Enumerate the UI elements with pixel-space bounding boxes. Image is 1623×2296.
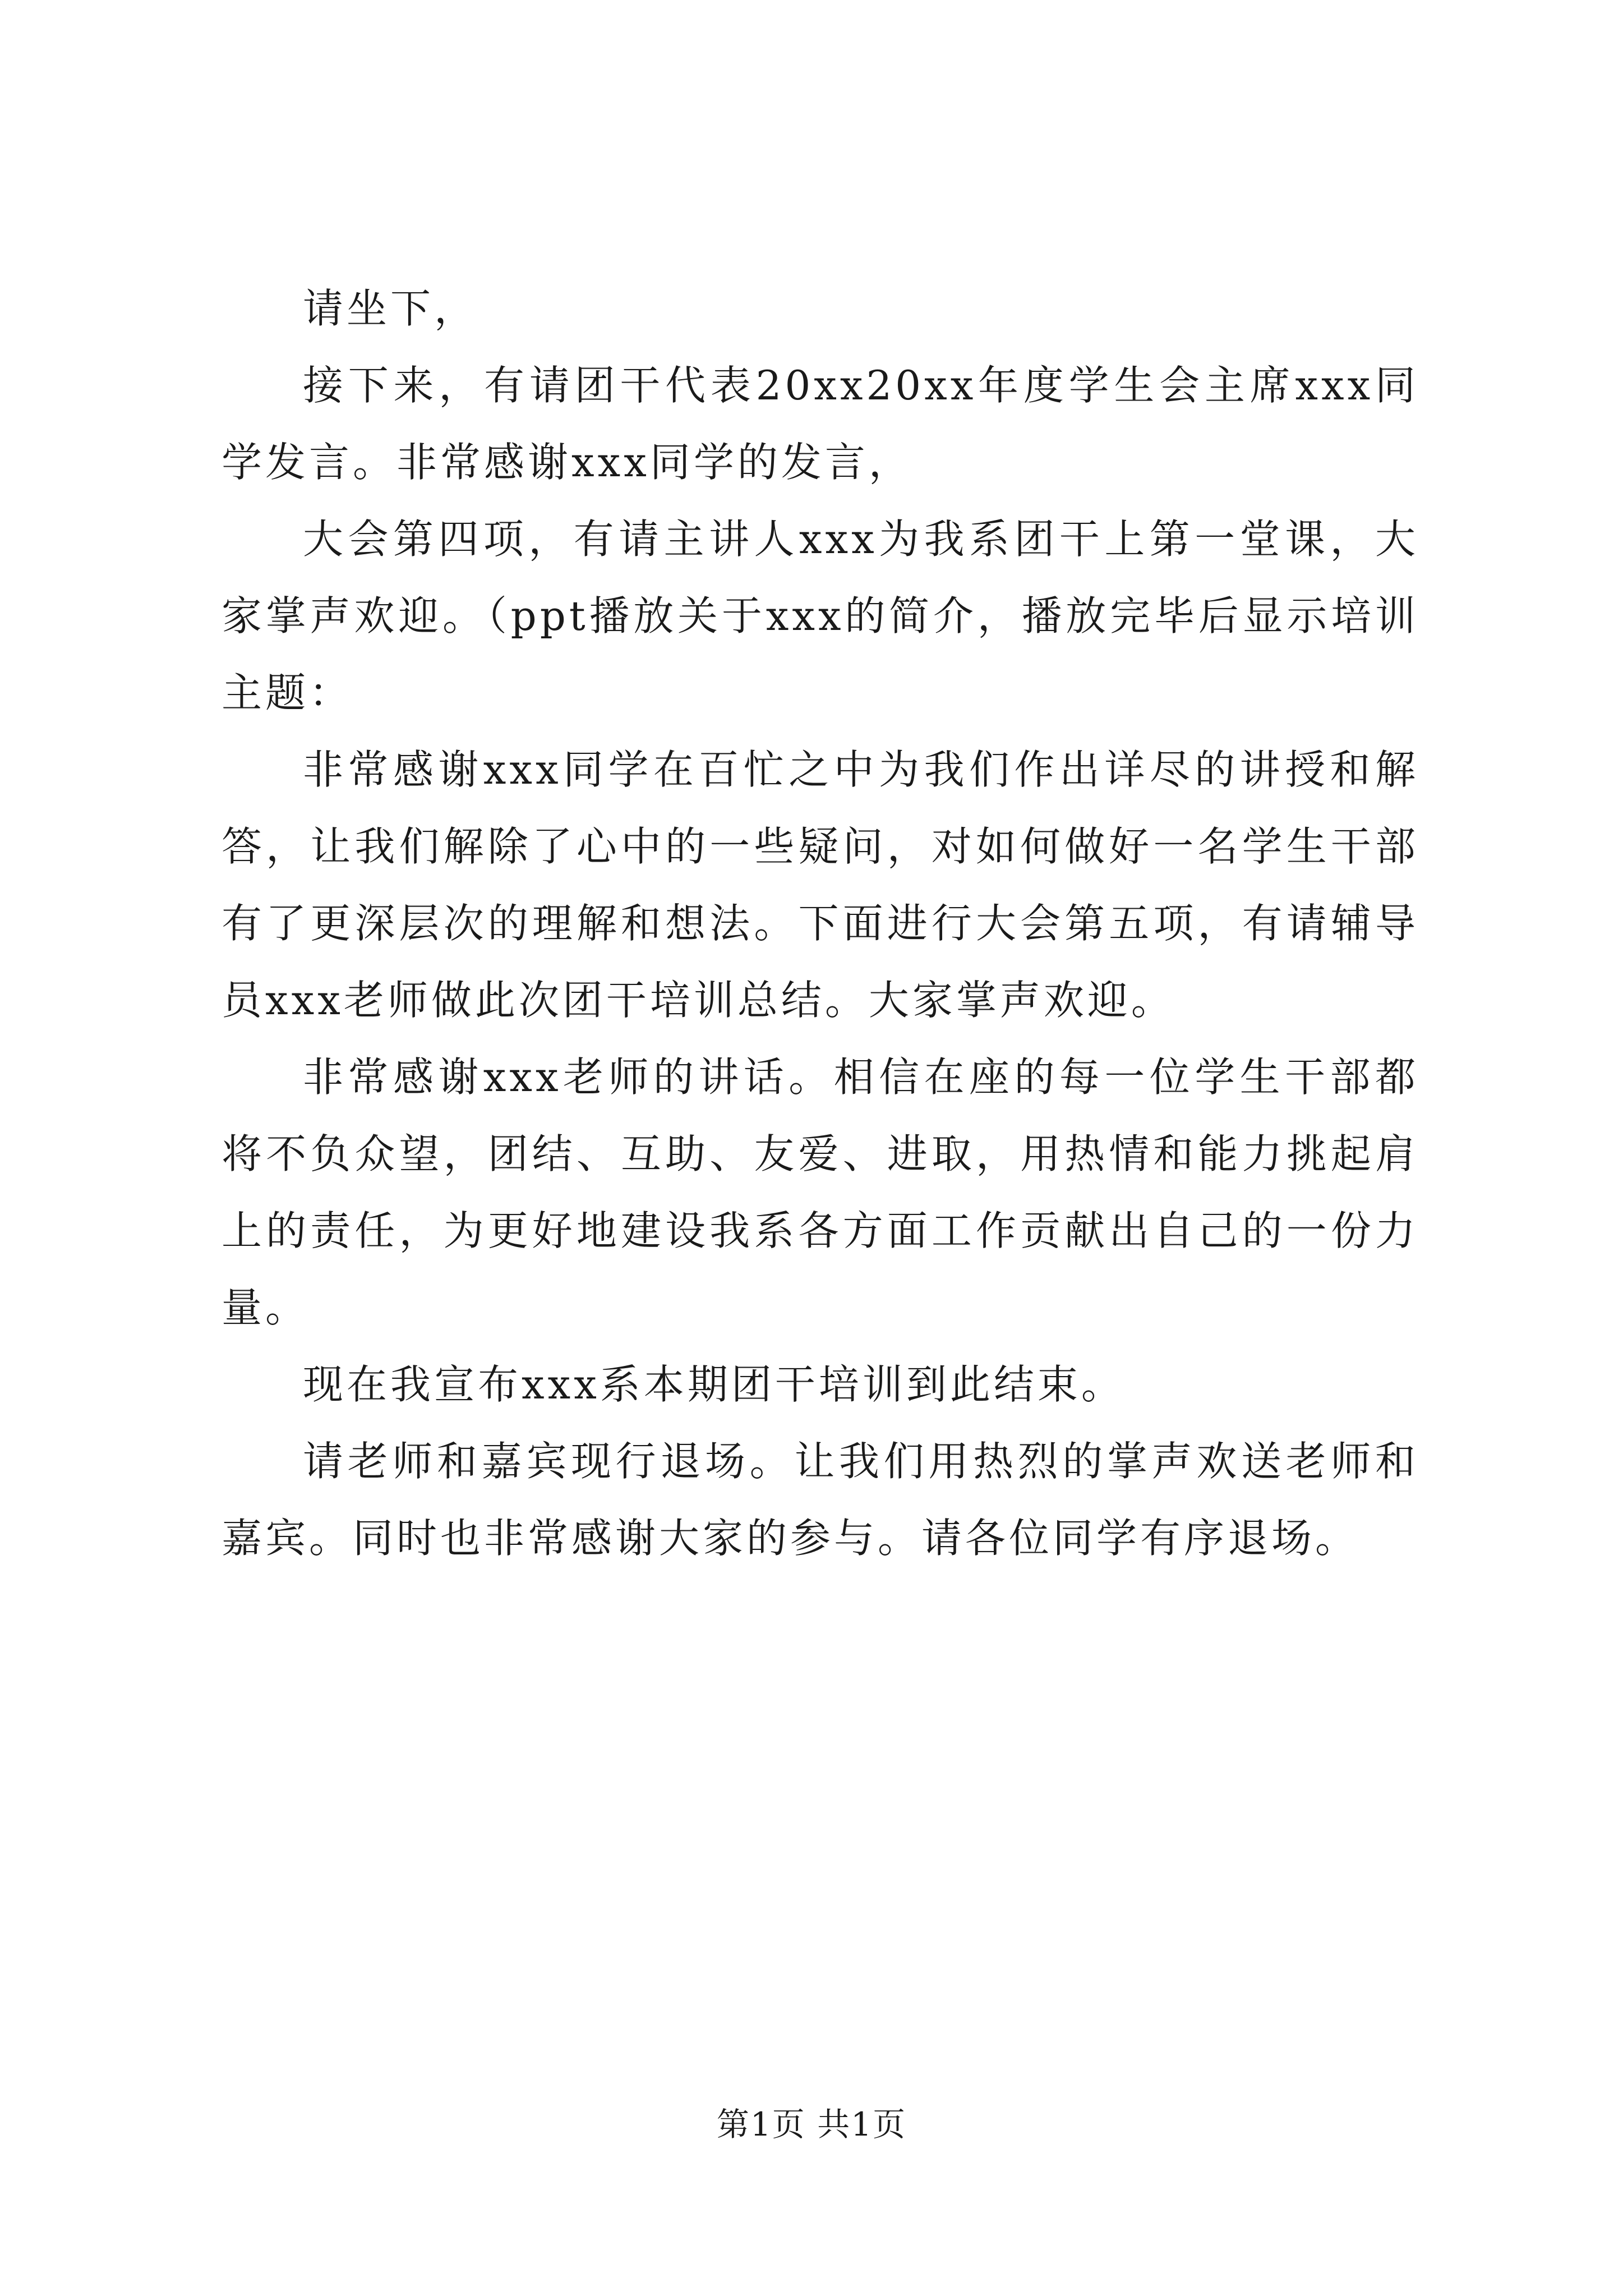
page-footer: 第1页 共1页 <box>716 2105 907 2143</box>
paragraph: 现在我宣布xxx系本期团干培训到此结束。 <box>303 1361 1125 1408</box>
paragraph: 非常感谢xxx老师的讲话。相信在座的每一位学生干部都将不负众望，团结、互助、友爱、进取，用热情和能力挑起肩上的责任，为更好地建设我系各方面工作贡献出自己的一份力量。 <box>222 1053 1419 1331</box>
paragraph: 大会第四项，有请主讲人xxx为我系团干上第一堂课，大家掌声欢迎。（ppt播放关于xxx的简介，播放完毕后显示培训主题： <box>222 516 1419 716</box>
paragraph: 非常感谢xxx同学在百忙之中为我们作出详尽的讲授和解答，让我们解除了心中的一些疑问，对如何做好一名学生干部有了更深层次的理解和想法。下面进行大会第五项，有请辅导员xxx老师做此次团干培训总结。大家掌声欢迎。 <box>222 746 1419 1024</box>
paragraph: 请坐下， <box>303 285 478 332</box>
paragraph: 请老师和嘉宾现行退场。让我们用热烈的掌声欢送老师和嘉宾。同时也非常感谢大家的参与。请各位同学有序退场。 <box>222 1438 1419 1562</box>
document-body <box>222 270 1419 1577</box>
paragraph: 接下来，有请团干代表20xx20xx年度学生会主席xxx同学发言。非常感谢xxx同学的发言， <box>222 362 1419 486</box>
